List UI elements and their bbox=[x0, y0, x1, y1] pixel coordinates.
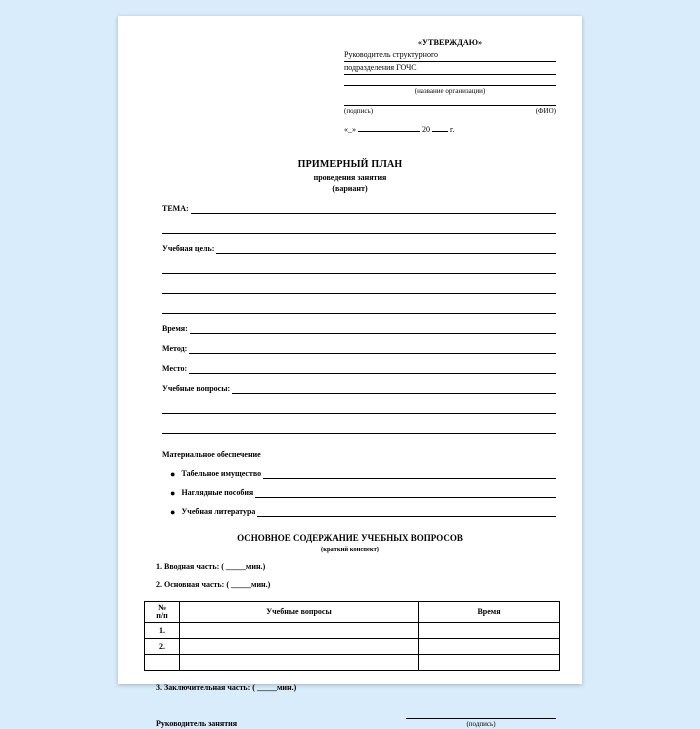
page-title: ПРИМЕРНЫЙ ПЛАН bbox=[297, 158, 403, 170]
approval-sign-rule bbox=[344, 96, 556, 106]
approval-fio-caption: (ФИО) bbox=[535, 107, 556, 115]
field-time bbox=[144, 324, 556, 334]
main-section-item-2: 2. Основная часть: ( _____мин.) bbox=[156, 579, 271, 589]
table-row-time[interactable] bbox=[419, 623, 560, 639]
signature-block bbox=[406, 709, 556, 729]
table-row[interactable] bbox=[145, 623, 560, 639]
table-row-question[interactable] bbox=[180, 655, 419, 671]
field-goal-input-line-3[interactable] bbox=[162, 284, 556, 294]
table-row-time[interactable] bbox=[419, 639, 560, 655]
field-goal-input[interactable] bbox=[216, 244, 556, 254]
date-suffix: г. bbox=[450, 124, 455, 134]
field-questions-label: Учебные вопросы: bbox=[162, 384, 231, 394]
field-questions-input-line-2[interactable] bbox=[162, 404, 556, 414]
main-section-closing: 3. Заключительная часть: ( _____мин.) bbox=[156, 683, 297, 693]
date-year: 20 bbox=[422, 124, 430, 134]
signature-label: Руководитель занятия bbox=[156, 719, 238, 729]
table-header-questions: Учебные вопросы bbox=[180, 601, 419, 623]
field-goal-label: Учебная цель: bbox=[162, 244, 215, 254]
main-section-item-1: 1. Вводная часть: ( _____мин.) bbox=[156, 561, 266, 571]
document-sheet bbox=[118, 16, 582, 729]
table-header-row bbox=[145, 601, 560, 623]
approval-org-caption: (название организации) bbox=[414, 87, 486, 96]
table-row-question[interactable] bbox=[180, 639, 419, 655]
date-month-rule bbox=[358, 131, 420, 132]
table-row[interactable] bbox=[145, 655, 560, 671]
main-section-heading: ОСНОВНОЕ СОДЕРЖАНИЕ УЧЕБНЫХ ВОПРОСОВ bbox=[237, 533, 463, 544]
signature-row bbox=[144, 709, 556, 729]
page-subtitle-variant: (вариант) bbox=[332, 184, 368, 194]
material-item-visualaids bbox=[144, 488, 556, 498]
signature-caption: (подпись) bbox=[466, 720, 496, 729]
field-place-label: Место: bbox=[162, 364, 188, 374]
field-goal-input-line-2[interactable] bbox=[162, 264, 556, 274]
field-tema-input[interactable] bbox=[191, 204, 556, 214]
field-place-input[interactable] bbox=[189, 364, 556, 374]
material-item-visualaids-input[interactable] bbox=[255, 488, 556, 498]
material-item-equipment-label: Табельное имущество bbox=[181, 469, 262, 479]
material-title: Материальное обеспечение bbox=[162, 450, 261, 460]
bullet-icon: ● bbox=[170, 488, 176, 499]
field-time-label: Время: bbox=[162, 324, 188, 334]
field-questions-input[interactable] bbox=[232, 384, 556, 394]
approval-sign-caption: (подпись) bbox=[344, 107, 374, 115]
table-row-index: 1. bbox=[145, 623, 180, 639]
approval-sign-captions bbox=[344, 107, 556, 116]
table-header-no-top: № bbox=[157, 602, 167, 612]
material-item-equipment bbox=[144, 469, 556, 479]
table-header-no-bottom: п/п bbox=[156, 611, 168, 621]
date-year-rule bbox=[432, 131, 448, 132]
approval-org-rule bbox=[344, 76, 556, 86]
approval-date-row bbox=[344, 125, 556, 135]
approval-block bbox=[344, 38, 556, 135]
field-goal-input-line-4[interactable] bbox=[162, 304, 556, 314]
table-row-index bbox=[145, 655, 180, 671]
table-row-index: 2. bbox=[145, 639, 180, 655]
material-item-equipment-input[interactable] bbox=[263, 469, 556, 479]
questions-table bbox=[144, 601, 560, 672]
signature-line[interactable] bbox=[406, 709, 556, 719]
table-row-question[interactable] bbox=[180, 623, 419, 639]
field-method bbox=[144, 344, 556, 354]
date-prefix: «_» bbox=[344, 124, 356, 134]
table-header-time: Время bbox=[419, 601, 560, 623]
table-header-no bbox=[145, 601, 180, 623]
approval-line-1: Руководитель структурного bbox=[344, 50, 556, 62]
field-tema bbox=[144, 204, 556, 214]
material-item-literature bbox=[144, 507, 556, 517]
field-tema-input-line-2[interactable] bbox=[162, 224, 556, 234]
main-section-subheading: (краткий конспект) bbox=[321, 545, 379, 553]
bullet-icon: ● bbox=[170, 469, 176, 480]
field-questions bbox=[144, 384, 556, 394]
material-item-literature-label: Учебная литература bbox=[181, 507, 256, 517]
field-method-input[interactable] bbox=[189, 344, 556, 354]
table-row[interactable] bbox=[145, 639, 560, 655]
field-place bbox=[144, 364, 556, 374]
field-time-input[interactable] bbox=[190, 324, 556, 334]
field-goal bbox=[144, 244, 556, 254]
field-tema-label: ТЕМА: bbox=[162, 204, 189, 214]
field-method-label: Метод: bbox=[162, 344, 188, 354]
table-row-time[interactable] bbox=[419, 655, 560, 671]
field-questions-input-line-3[interactable] bbox=[162, 424, 556, 434]
material-item-literature-input[interactable] bbox=[257, 507, 556, 517]
page-subtitle: проведения занятия bbox=[313, 173, 387, 183]
material-item-visualaids-label: Наглядные пособия bbox=[181, 488, 254, 498]
bullet-icon: ● bbox=[170, 507, 176, 518]
approval-line-2: подразделения ГОЧС bbox=[344, 63, 556, 75]
document-page bbox=[118, 16, 582, 729]
approval-title: «УТВЕРЖДАЮ» bbox=[417, 38, 483, 47]
